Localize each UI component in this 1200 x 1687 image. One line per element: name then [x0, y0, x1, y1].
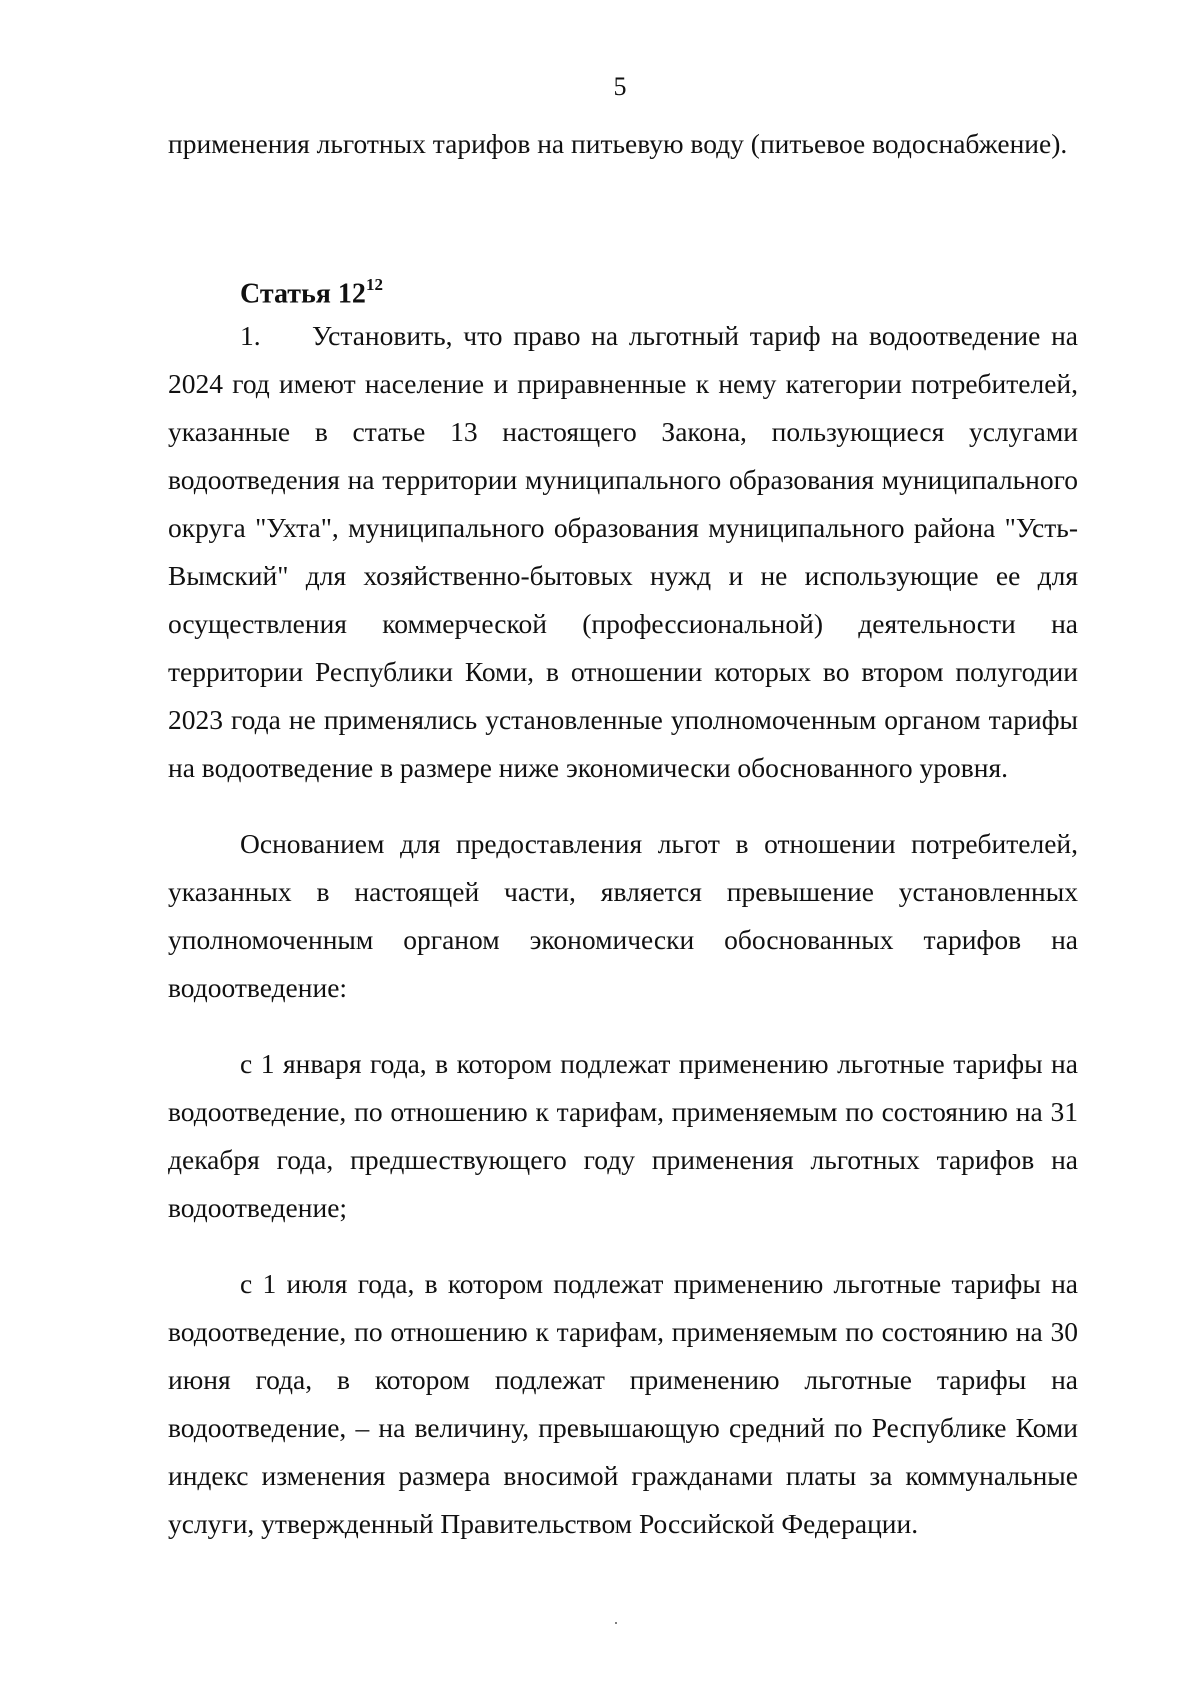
scan-speck	[615, 1622, 617, 1624]
paragraph-1-text: Установить, что право на льготный тариф на водоотведение на 2024 год имеют население и приравненные к нему категории потребителей, указанные в статье 13 настоящего Закона, пользующиеся услугами водоотведения на территории муниципального образования муниципального округа "Ухта", муниципального образования муниципального района "Усть-Вымский" для хозяйственно-бытовых нужд и не использующие ее для осуществления коммерческой (профессиональной) деятельности на территории Республики Коми, в отношении которых во втором полугодии 2023 года не применялись установленные уполномоченным органом тарифы на водоотведение в размере ниже экономически обоснованного уровня.	[168, 320, 1078, 783]
continuation-text-block	[168, 120, 1078, 168]
article-paragraph-2: Основанием для предоставления льгот в отношении потребителей, указанных в настоящей части, является превышение установленных уполномоченным органом экономически обоснованных тарифов на водоотведение:	[168, 828, 1078, 1003]
article-heading	[240, 270, 383, 311]
article-title: Статья 12	[240, 278, 366, 310]
page-number: 5	[613, 72, 627, 101]
paragraph-number: 1.	[240, 320, 261, 351]
article-paragraph-1	[168, 312, 1078, 792]
continuation-paragraph: применения льготных тарифов на питьевую воду (питьевое водоснабжение).	[168, 128, 1068, 159]
article-superscript: 12	[365, 275, 383, 294]
article-paragraph-4: с 1 июля года, в котором подлежат применению льготные тарифы на водоотведение, по отношению к тарифам, применяемым по состоянию на 30 июня года, в котором подлежат применению льготные тарифы на водоотведение, – на величину, превышающую средний по Республике Коми индекс изменения размера вносимой гражданами платы за коммунальные услуги, утвержденный Правительством Российской Федерации.	[168, 1268, 1078, 1539]
article-paragraph-3: с 1 января года, в котором подлежат применению льготные тарифы на водоотведение, по отношению к тарифам, применяемым по состоянию на 31 декабря года, предшествующего году применения льготных тарифов на водоотведение;	[168, 1048, 1078, 1223]
article-body	[168, 312, 1078, 1548]
